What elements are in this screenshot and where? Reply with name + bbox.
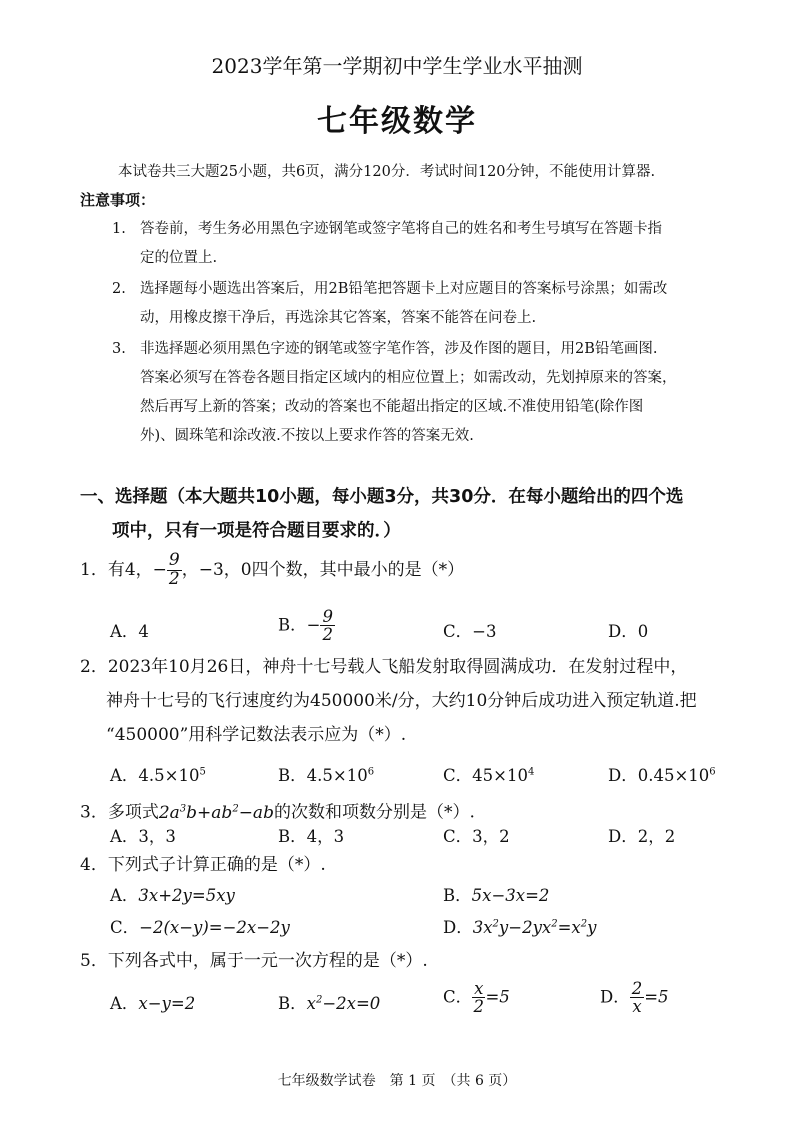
exam-intro: 本试卷共三大题25小题，共6页，满分120分．考试时间120分钟，不能使用计算器. — [118, 164, 656, 180]
question-number: 1． — [80, 559, 108, 580]
option-label: A． — [110, 886, 139, 905]
notice-title: 注意事项： — [80, 191, 156, 209]
fraction-denominator: x — [632, 997, 642, 1017]
q5-option-a — [110, 990, 195, 1014]
notice-line: 答卷前，考生务必用黑色字迹钢笔或签字笔将自己的姓名和考生号填写在答题卡指 — [140, 221, 662, 237]
q4-option-c — [110, 914, 290, 938]
q1-option-a: A．4 — [110, 622, 149, 641]
exponent: 5 — [199, 766, 206, 778]
exponent: 6 — [367, 766, 375, 778]
question-number: 2． — [80, 657, 108, 677]
notice-line: 然后再写上新的答案；改动的答案也不能超出指定的区域.不准使用铅笔(除作图 — [140, 399, 644, 415]
q5-option-d — [600, 980, 669, 1016]
option-label: C． — [443, 987, 473, 1007]
polynomial-expression: $2a^3b+ab^2-ab$ — [158, 802, 274, 823]
option-label: C． — [443, 766, 473, 785]
question-text: “450000”用科学记数法表示应为（*）. — [106, 725, 407, 745]
page-footer: 七年级数学试卷 第 1 页 （共 6 页） — [277, 1073, 517, 1089]
notice-item-3 — [112, 335, 677, 451]
option-expression: 5x−3x=2 — [471, 886, 550, 905]
notice-line: 选择题每小题选出答案后，用2B铅笔把答题卡上对应题目的答案标号涂黑；如需改 — [140, 281, 668, 297]
option-expression: 3x+2y=5xy — [138, 886, 235, 905]
question-text: 的次数和项数分别是（*）. — [273, 802, 475, 823]
fraction — [630, 980, 645, 1016]
q3-option-b: B．4，3 — [278, 827, 345, 846]
option-expression: x−y=2 — [138, 994, 196, 1013]
q4-option-d — [443, 914, 596, 938]
q4-option-b — [443, 882, 549, 906]
q4-option-a — [110, 882, 235, 906]
option-expression: =5 — [485, 987, 510, 1007]
q2-option-d — [608, 762, 716, 786]
notice-line: 答案必须写在答卷各题目指定区域内的相应位置上；如需改动，先划掉原来的答案， — [140, 370, 677, 386]
fraction-denominator: 2 — [168, 568, 180, 589]
fraction-denominator: 2 — [322, 625, 333, 645]
fraction-numerator: 9 — [322, 607, 333, 626]
section-1-line-1: 一、选择题（本大题共10小题，每小题3分，共30分．在每小题给出的四个选 — [80, 487, 684, 507]
option-label: D． — [608, 766, 638, 785]
q5-option-b — [278, 990, 380, 1014]
option-label: B．− — [278, 615, 321, 635]
q3-option-c: C．3，2 — [443, 827, 510, 846]
question-text: 2023年10月26日，神舟十七号载人飞船发射取得圆满成功．在发射过程中， — [107, 657, 688, 677]
question-number: 4． — [80, 855, 108, 875]
option-value: 45×10 — [472, 766, 528, 785]
question-2 — [80, 650, 697, 752]
notice-number: 1. — [112, 221, 126, 237]
q5-option-c — [443, 980, 510, 1016]
option-value: 0.45×10 — [637, 766, 710, 785]
option-label: D． — [443, 918, 473, 937]
fraction — [320, 608, 335, 644]
option-label: B． — [443, 886, 472, 905]
question-text: 多项式 — [107, 802, 159, 823]
notice-line: 动，用橡皮擦干净后，再选涂其它答案，答案不能答在问卷上. — [140, 310, 537, 326]
notice-number: 2. — [112, 281, 126, 297]
section-1-line-2: 项中，只有一项是符合题目要求的．） — [112, 521, 401, 541]
fraction — [167, 552, 182, 589]
question-text: 下列各式中，属于一元一次方程的是（*）. — [107, 951, 428, 971]
fraction-numerator: 2 — [631, 979, 643, 998]
q2-option-b — [278, 762, 374, 786]
notice-line: 外)、圆珠笔和涂改液.不按以上要求作答的答案无效. — [140, 428, 474, 444]
notice-line: 非选择题必须用黑色字迹的钢笔或签字笔作答，涉及作图的题目，用2B铅笔画图. — [140, 341, 658, 357]
exponent: 4 — [527, 766, 535, 778]
option-expression: $x^2-2x=0$ — [306, 994, 381, 1013]
section-1-heading — [80, 480, 683, 548]
notice-item-1 — [112, 215, 662, 273]
question-4 — [80, 848, 326, 882]
question-text: 有4，− — [107, 559, 167, 580]
notice-item-2 — [112, 275, 667, 333]
option-label: A． — [110, 766, 139, 785]
fraction-denominator: 2 — [473, 997, 485, 1017]
question-text: 神舟十七号的飞行速度约为450000米/分，大约10分钟后成功进入预定轨道.把 — [106, 691, 697, 711]
exam-title: 七年级数学 — [317, 104, 477, 139]
fraction-numerator: 9 — [168, 550, 180, 570]
option-label: A． — [110, 994, 139, 1013]
question-text: 下列式子计算正确的是（*）. — [107, 855, 326, 875]
q1-option-b — [278, 608, 335, 644]
q1-option-d: D．0 — [608, 622, 649, 641]
option-expression: −2(x−y)=−2x−2y — [139, 918, 290, 937]
question-text: ，−3，0四个数，其中最小的是（*） — [181, 559, 465, 580]
option-value: 4.5×10 — [306, 766, 368, 785]
question-5 — [80, 944, 428, 978]
notice-line: 定的位置上. — [140, 250, 218, 266]
question-1 — [80, 552, 464, 589]
option-label: B． — [278, 766, 307, 785]
option-value: 4.5×10 — [138, 766, 200, 785]
option-label: C． — [110, 918, 140, 937]
option-expression: $3x^2y-2yx^2=x^2y$ — [472, 918, 597, 937]
notice-number: 3. — [112, 341, 126, 357]
q2-option-a — [110, 762, 206, 786]
exponent: 6 — [709, 766, 716, 778]
fraction-numerator: x — [474, 979, 484, 998]
q1-option-c: C．−3 — [443, 622, 497, 641]
q2-option-c — [443, 762, 534, 786]
option-expression: =5 — [644, 987, 669, 1007]
q3-option-d: D．2，2 — [608, 827, 676, 846]
question-number: 3． — [80, 802, 108, 823]
q3-option-a: A．3，3 — [110, 827, 176, 846]
fraction — [472, 980, 485, 1016]
question-number: 5． — [80, 951, 108, 971]
exam-header: 2023学年第一学期初中学生学业水平抽测 — [211, 54, 583, 78]
option-label: D． — [600, 987, 630, 1007]
option-label: B． — [278, 994, 307, 1013]
